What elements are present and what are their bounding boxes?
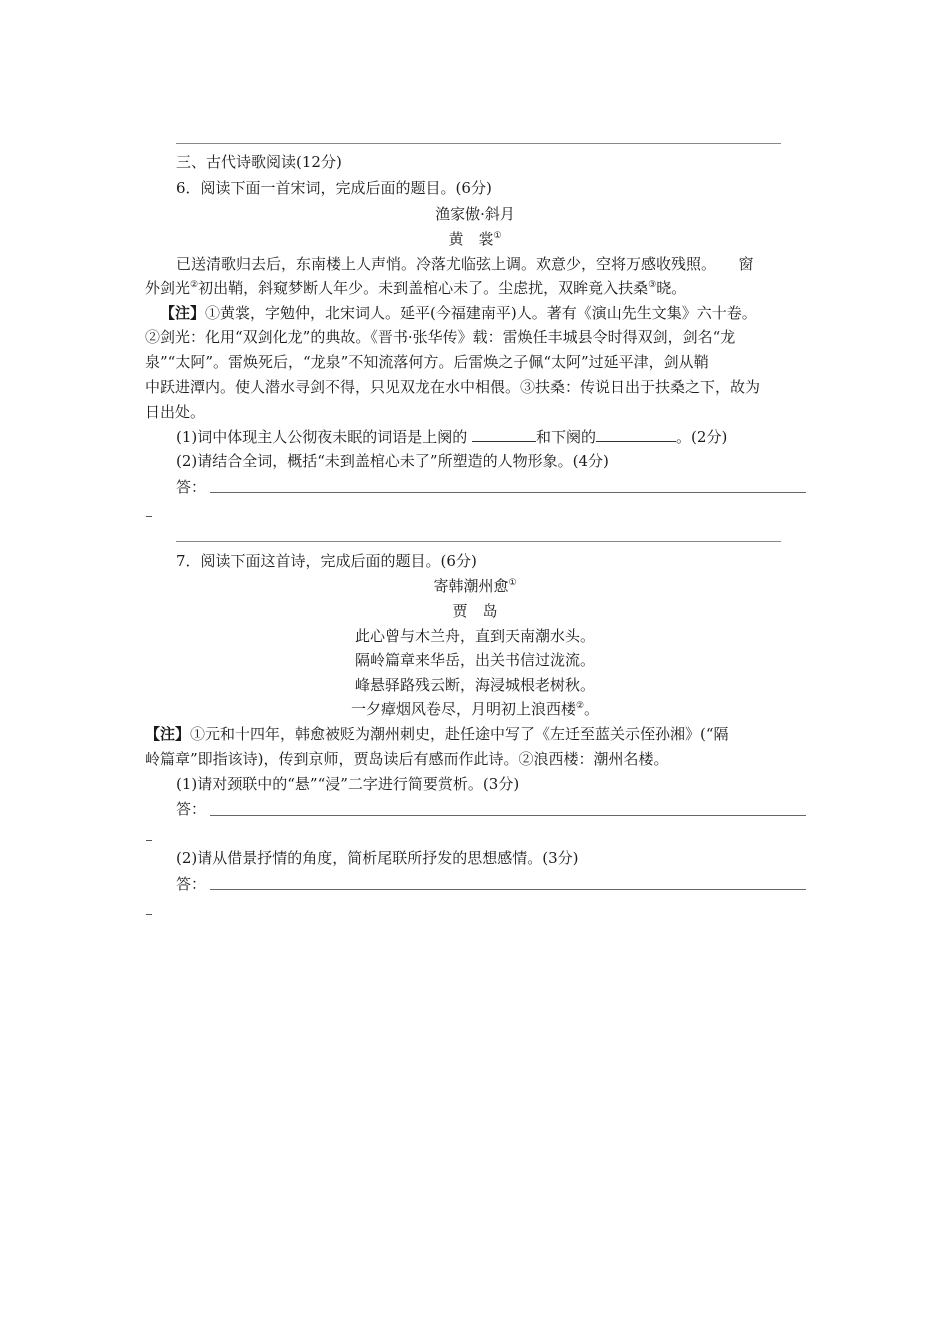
- q7-verse4-a: 一夕瘴烟风卷尽，月明初上浪西楼: [350, 700, 576, 718]
- q7-sub1-answer-dash: [146, 840, 152, 841]
- q7-prompt: 7．阅读下面这首诗，完成后面的题目。(6分): [176, 552, 477, 570]
- q7-verse1: 此心曾与木兰舟，直到天南潮水头。: [354, 627, 595, 645]
- q6-note-line1: [160, 301, 757, 325]
- q6-note-line4: 中跃进潭内。使人潜水寻剑不得，只见双龙在水中相偎。③扶桑：传说日出于扶桑之下，故为: [145, 378, 761, 396]
- q7-title-footnote: ①: [508, 578, 517, 588]
- q6-poem-line1: 已送清歌归去后，东南楼上人声悄。冷落尤临弦上调。欢意少，空将万感收残照。 窗: [176, 255, 754, 273]
- q6-answer-dash: [146, 516, 152, 517]
- q7-sub1-answer-label: 答：: [176, 800, 207, 818]
- top-divider: [176, 143, 781, 144]
- q6-note-text1: ①黄裳，字勉仲，北宋词人。延平(今福建南平)人。著有《演山先生文集》六十卷。: [205, 304, 757, 322]
- q7-note-line1: [145, 722, 729, 746]
- q7-verse3: 峰悬驿路残云断，海浸城根老树秋。: [354, 676, 595, 694]
- q7-note-line2: 岭篇章”即指该诗)，传到京师，贾岛读后有感而作此诗。②浪西楼：潮州名楼。: [145, 750, 669, 768]
- q6-answer-label: 答：: [176, 478, 207, 496]
- q7-verse4: [0, 697, 950, 721]
- q7-poem-title-text: 寄韩潮州愈: [433, 577, 509, 595]
- q7-author: 贾 岛: [452, 602, 498, 620]
- q7-sub2: (2)请从借景抒情的角度，简析尾联所抒发的思想感情。(3分): [176, 849, 579, 867]
- q6-poem-title: 渔家傲·斜月: [435, 205, 515, 223]
- q6-sub1-blank2[interactable]: [596, 425, 676, 442]
- q7-note-text1: ①元和十四年，韩愈被贬为潮州刺史，赴任途中写了《左迁至蓝关示侄孙湘》(“隔: [190, 725, 729, 743]
- q6-poem-line2-b: 初出鞘，斜窥梦断人年少。未到盖棺心未了。尘虑扰，双眸竟入扶桑: [198, 279, 649, 297]
- q6-poem-line2-c: 晓。: [656, 279, 687, 297]
- q7-verse2: 隔岭篇章来华岳，出关书信过泷流。: [354, 651, 595, 669]
- q7-sub2-answer-label: 答：: [176, 875, 207, 893]
- q7-verse4-footnote: ②: [575, 701, 585, 711]
- q6-note-label: 【注】: [160, 304, 206, 322]
- q6-sub1-text-a: (1)词中体现主人公彻夜未眠的词语是上阕的: [176, 428, 473, 446]
- q6-divider: [176, 541, 781, 542]
- q6-author: [0, 227, 950, 251]
- q6-sub1: [176, 425, 727, 449]
- q7-sub2-answer-line[interactable]: [210, 889, 806, 890]
- q6-sub1-text-c: 。(2分): [676, 428, 728, 446]
- q7-note-label: 【注】: [145, 725, 191, 743]
- q6-poem-line2-a: 外剑光: [145, 279, 191, 297]
- q6-footnote-2: ②: [190, 280, 199, 290]
- q6-footnote-3: ③: [648, 280, 657, 290]
- q6-answer-line[interactable]: [210, 492, 806, 493]
- q6-poem-line2: [145, 276, 686, 300]
- q6-author-footnote: ①: [493, 231, 502, 241]
- q6-note-line2: ②剑光：化用“双剑化龙”的典故。《晋书·张华传》载：雷焕任丰城县令时得双剑，剑名“龙: [145, 328, 736, 346]
- q6-note-line5: 日出处。: [145, 403, 206, 421]
- q7-verse4-b: 。: [584, 700, 600, 718]
- q6-prompt: 6．阅读下面一首宋词，完成后面的题目。(6分): [176, 179, 492, 197]
- q7-sub1-answer-line[interactable]: [210, 815, 806, 816]
- q6-sub1-blank1[interactable]: [472, 425, 536, 442]
- q7-sub2-answer-dash: [146, 914, 152, 915]
- q7-poem-title: [0, 574, 950, 598]
- q7-sub1: (1)请对颈联中的“悬”“浸”二字进行简要赏析。(3分): [176, 775, 520, 793]
- q6-note-line3: 泉”“太阿”。雷焕死后，“龙泉”不知流落何方。后雷焕之子佩“太阿”过延平津，剑从鞘: [145, 353, 709, 371]
- q6-sub1-text-b: 和下阕的: [536, 428, 597, 446]
- q6-author-name: 黄 裳: [448, 230, 494, 248]
- section-heading: 三、古代诗歌阅读(12分): [176, 153, 342, 171]
- q6-sub2: (2)请结合全词，概括“未到盖棺心未了”所塑造的人物形象。(4分): [176, 452, 609, 470]
